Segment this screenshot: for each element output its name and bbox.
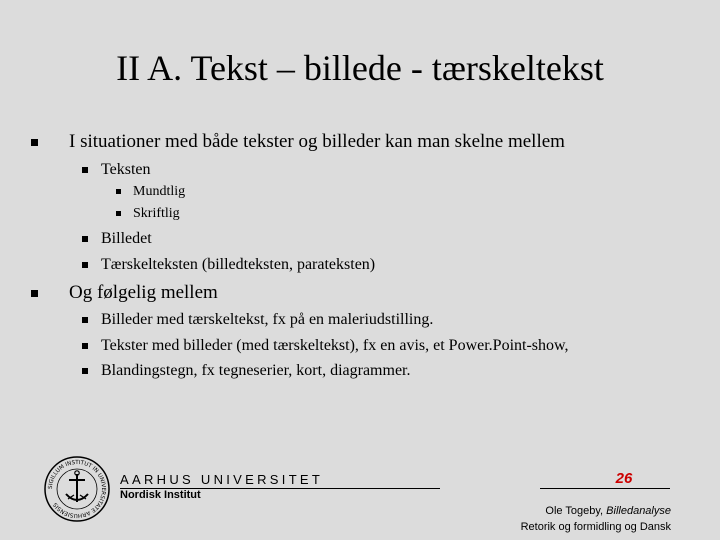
bullet-text: Teksten [101, 161, 151, 178]
bullet-square-icon [82, 310, 88, 330]
bullet-text: Mundtlig [133, 184, 186, 199]
bullet-item [133, 205, 180, 223]
bullet-square-icon [82, 160, 88, 180]
bullet-square-icon [116, 183, 121, 201]
bullet-square-icon [82, 336, 88, 356]
author-line [521, 503, 671, 519]
bullet-text: Billedet [101, 230, 152, 247]
bullet-square-icon [82, 229, 88, 249]
bullet-item [101, 361, 411, 381]
bullet-text: I situationer med både tekster og billeder kan man skelne mellem [69, 131, 565, 152]
bullet-text: Skriftlig [133, 206, 180, 221]
svg-text:SIGILLUM INSTITUT IN UNIVERSIT: SIGILLUM INSTITUT IN UNIVERSITATE ARHUSIENSIS [47, 459, 107, 519]
bullet-text: Tekster med billeder (med tærskeltekst), fx en avis, et Power.Point-show, [101, 337, 569, 354]
bullet-text: Tærskelteksten (billedteksten, parateksten) [101, 256, 376, 273]
bullet-item [101, 160, 151, 180]
institute-name: Nordisk Institut [120, 489, 201, 501]
bullet-text: Blandingstegn, fx tegneserier, kort, diagrammer. [101, 362, 411, 379]
bullet-item [101, 336, 569, 356]
bullet-square-icon [116, 205, 121, 223]
bullet-square-icon [31, 131, 38, 153]
bullet-square-icon [31, 282, 38, 304]
bullet-item [101, 229, 152, 249]
bullet-item [101, 310, 433, 330]
work-title: Billedanalyse [606, 505, 671, 517]
bullet-item [101, 255, 375, 275]
university-name: AARHUS UNIVERSITET [120, 472, 324, 487]
bullet-text: Og følgelig mellem [69, 282, 218, 303]
slide-footer [0, 440, 720, 540]
bullet-item [69, 282, 218, 304]
bullet-item [133, 183, 185, 201]
bullet-square-icon [82, 255, 88, 275]
author-name: Ole Togeby, [545, 505, 607, 517]
page-number: 26 [615, 470, 633, 487]
footer-rule-right [540, 488, 670, 489]
footer-credit [521, 503, 671, 535]
bullet-square-icon [82, 361, 88, 381]
university-seal-logo [44, 456, 110, 522]
course-name: Retorik og formidling og Dansk [520, 521, 671, 533]
slide-title: II A. Tekst – billede - tærskeltekst [116, 48, 604, 88]
bullet-item [69, 131, 565, 153]
bullet-text: Billeder med tærskeltekst, fx på en maleriudstilling. [101, 311, 434, 328]
